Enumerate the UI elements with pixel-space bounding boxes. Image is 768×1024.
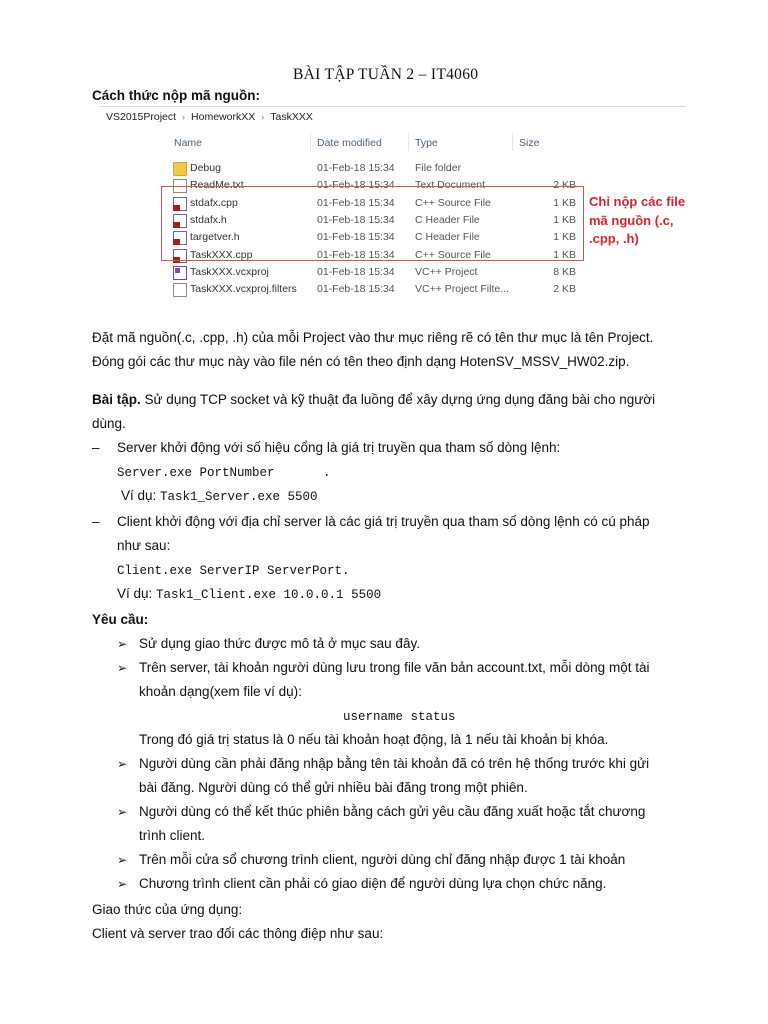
file-name: Debug <box>190 162 221 174</box>
file-date: 01-Feb-18 15:34 <box>317 231 395 243</box>
file-size: 8 KB <box>553 266 576 278</box>
exercise-text: Sử dụng TCP socket và kỹ thuật đa luồng để xây dựng ứng dụng đăng bài cho người <box>140 392 656 407</box>
arrow-bullet-icon: ➢ <box>117 757 128 771</box>
file-date: 01-Feb-18 15:34 <box>317 249 395 261</box>
arrow-bullet-icon: ➢ <box>117 877 128 891</box>
file-name: TaskXXX.cpp <box>190 249 253 261</box>
requirement-item: Sử dụng giao thức được mô tả ở mục sau đây. <box>139 636 420 651</box>
column-header-date: Date modified <box>317 137 382 149</box>
file-name: targetver.h <box>190 231 240 243</box>
file-name: stdafx.cpp <box>190 197 238 209</box>
file-name: TaskXXX.vcxproj <box>190 266 269 278</box>
breadcrumb-item: VS2015Project <box>106 111 177 123</box>
file-type: File folder <box>415 162 462 174</box>
file-type: VC++ Project Filte... <box>415 283 509 295</box>
file-date: 01-Feb-18 15:34 <box>317 266 395 278</box>
requirement-item: Trên server, tài khoản người dùng lưu trong file văn bản account.txt, mỗi dòng một tài <box>139 660 650 675</box>
client-text: như sau: <box>117 538 171 553</box>
file-size: 1 KB <box>553 249 576 261</box>
exercise-line <box>92 392 655 407</box>
highlight-box <box>161 186 584 261</box>
file-date: 01-Feb-18 15:34 <box>317 283 395 295</box>
file-type: Text Document <box>415 179 486 191</box>
requirement-item: Trên mỗi cửa sổ chương trình client, người dùng chỉ đăng nhập được 1 tài khoản <box>139 852 626 867</box>
column-header-type: Type <box>415 137 438 149</box>
example-label: Ví dụ: <box>121 488 161 503</box>
arrow-bullet-icon: ➢ <box>117 853 128 867</box>
submit-heading: Cách thức nộp mã nguồn: <box>92 88 261 103</box>
file-type: C Header File <box>415 231 480 243</box>
filters-file-icon <box>173 283 187 297</box>
column-divider <box>408 133 409 151</box>
annotation-note: Chỉ nộp các file mã nguồn (.c, .cpp, .h) <box>589 194 686 246</box>
file-name: ReadMe.txt <box>190 179 244 191</box>
server-cmd-dot: . <box>323 466 331 480</box>
column-header-name: Name <box>174 137 203 149</box>
file-size: 1 KB <box>553 214 576 226</box>
file-size: 2 KB <box>553 283 576 295</box>
server-cmd: Server.exe PortNumber <box>117 466 275 480</box>
client-cmd: Client.exe ServerIP ServerPort. <box>117 564 350 578</box>
file-row <box>170 264 580 281</box>
server-example <box>121 488 318 504</box>
file-date: 01-Feb-18 15:34 <box>317 214 395 226</box>
chevron-right-icon: › <box>182 112 186 122</box>
file-date: 01-Feb-18 15:34 <box>317 162 395 174</box>
file-size: 2 KB <box>553 179 576 191</box>
file-name: stdafx.h <box>190 214 227 226</box>
requirement-item: Người dùng có thể kết thúc phiên bằng cách gửi yêu cầu đăng xuất hoặc tắt chương <box>139 804 646 819</box>
arrow-bullet-icon: ➢ <box>117 637 128 651</box>
file-date: 01-Feb-18 15:34 <box>317 197 395 209</box>
file-date: 01-Feb-18 15:34 <box>317 179 395 191</box>
column-divider <box>310 133 311 151</box>
vcxproj-file-icon <box>173 266 187 280</box>
example-label: Ví dụ: <box>117 586 157 601</box>
folder-icon <box>173 162 187 176</box>
chevron-right-icon: › <box>261 112 265 122</box>
paragraph-line: Đặt mã nguồn(.c, .cpp, .h) của mỗi Project vào thư mục riêng rẽ có tên thư mục là tên Project. <box>92 330 654 345</box>
protocol-text: Client và server trao đổi các thông điệp như sau: <box>92 926 384 941</box>
client-text: Client khởi động với địa chỉ server là các giá trị truyền qua tham số dòng lệnh có cú pháp <box>117 514 650 529</box>
requirement-item: Trong đó giá trị status là 0 nếu tài khoản hoạt động, là 1 nếu tài khoản bị khóa. <box>139 732 609 747</box>
file-type: C++ Source File <box>415 197 491 209</box>
paragraph-line: Đóng gói các thư mục này vào file nén có tên theo định dạng HotenSV_MSSV_HW02.zip. <box>92 354 630 369</box>
account-format-code: username status <box>343 710 456 724</box>
file-type: VC++ Project <box>415 266 478 278</box>
arrow-bullet-icon: ➢ <box>117 661 128 675</box>
file-type: C++ Source File <box>415 249 491 261</box>
server-text: Server khởi động với số hiệu cổng là giá trị truyền qua tham số dòng lệnh: <box>117 440 561 455</box>
dash-bullet: – <box>92 514 100 529</box>
file-size: 1 KB <box>553 197 576 209</box>
requirement-item: Người dùng cần phải đăng nhập bằng tên tài khoản đã có trên hệ thống trước khi gửi <box>139 756 650 771</box>
file-size: 1 KB <box>553 231 576 243</box>
breadcrumb-item: HomeworkXX <box>191 111 256 123</box>
breadcrumb-item: TaskXXX <box>270 111 313 123</box>
file-type: C Header File <box>415 214 480 226</box>
requirement-item: Chương trình client cần phải có giao diện để người dùng lựa chọn chức năng. <box>139 876 607 891</box>
requirements-heading: Yêu cầu: <box>92 612 149 627</box>
requirement-item: trình client. <box>139 828 206 843</box>
column-divider <box>512 133 513 151</box>
requirement-item: khoản dạng(xem file ví dụ): <box>139 684 302 699</box>
breadcrumb <box>106 111 313 123</box>
file-row <box>170 160 580 177</box>
exercise-line: dùng. <box>92 416 126 431</box>
example-cmd: Task1_Server.exe 5500 <box>160 490 318 504</box>
dash-bullet: – <box>92 440 100 455</box>
client-example <box>117 586 381 602</box>
requirement-item: bài đăng. Người dùng có thể gửi nhiều bài đăng trong một phiên. <box>139 780 528 795</box>
page-title: BÀI TẬP TUẦN 2 – IT4060 <box>293 66 479 83</box>
arrow-bullet-icon: ➢ <box>117 805 128 819</box>
file-row <box>170 281 580 298</box>
column-header-size: Size <box>519 137 540 149</box>
exercise-label: Bài tập. <box>92 392 141 407</box>
protocol-heading: Giao thức của ứng dụng: <box>92 902 243 917</box>
example-cmd: Task1_Client.exe 10.0.0.1 5500 <box>156 588 382 602</box>
file-name: TaskXXX.vcxproj.filters <box>190 283 297 295</box>
